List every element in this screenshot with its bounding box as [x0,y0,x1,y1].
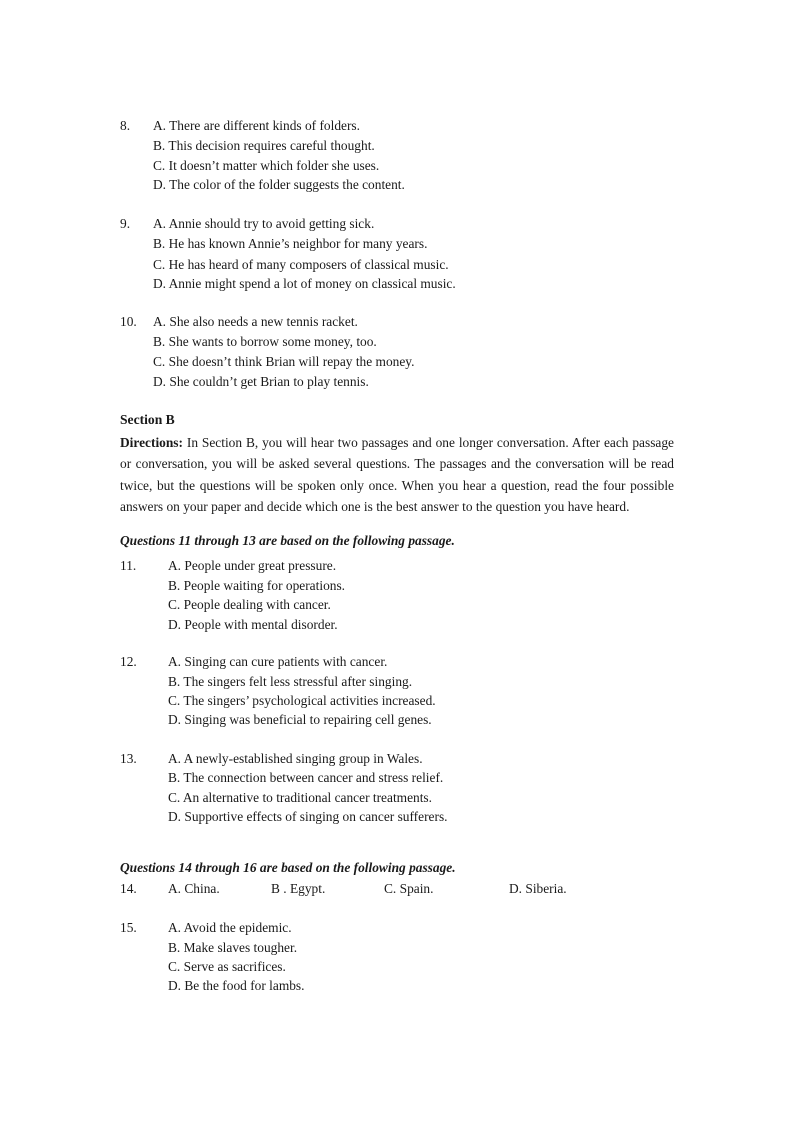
option-a: A. A newly-established singing group in Wales. [168,751,423,766]
option-c: C. An alternative to traditional cancer treatments. [168,790,432,805]
option-a: A. Annie should try to avoid getting sick. [153,216,375,231]
directions-paragraph [120,432,674,518]
option-a: A. Singing can cure patients with cancer. [168,654,388,669]
question-number: 14. [120,881,137,896]
option-b: B. The connection between cancer and stress relief. [168,770,444,785]
option-b: B . Egypt. [271,881,326,896]
question-number: 15. [120,920,137,935]
directions-label: Directions: [120,435,183,450]
question-number: 12. [120,654,137,669]
option-d: D. Supportive effects of singing on cancer sufferers. [168,809,448,824]
option-c: C. The singers’ psychological activities increased. [168,693,436,708]
option-a: A. Avoid the epidemic. [168,920,292,935]
question-number: 8. [120,118,131,133]
option-c: C. It doesn’t matter which folder she uses. [153,158,380,173]
option-d: D. She couldn’t get Brian to play tennis. [153,374,369,389]
directions-text: In Section B, you will hear two passages and one longer conversation. After each passage or conversation, you will be asked several questions. The passages and the conversation will be read twice, but the questions will be spoken only once. When you hear a question, read the four possible answers on your paper and decide which one is the best answer to the question you have heard. [120,435,674,515]
question-number: 13. [120,751,137,766]
option-a: A. There are different kinds of folders. [153,118,360,133]
option-a: A. China. [168,881,220,896]
option-a: A. She also needs a new tennis racket. [153,314,358,329]
option-c: C. She doesn’t think Brian will repay the money. [153,354,415,369]
option-b: B. He has known Annie’s neighbor for many years. [153,236,428,251]
option-c: C. He has heard of many composers of classical music. [153,257,449,272]
question-number: 9. [120,216,131,231]
passage-heading-2: Questions 14 through 16 are based on the following passage. [120,860,456,875]
option-c: C. Serve as sacrifices. [168,959,286,974]
option-d: D. The color of the folder suggests the content. [153,177,405,192]
question-number: 10. [120,314,137,329]
passage-heading-1: Questions 11 through 13 are based on the following passage. [120,533,455,548]
question-number: 11. [120,558,137,573]
option-b: B. The singers felt less stressful after singing. [168,674,413,689]
option-b: B. She wants to borrow some money, too. [153,334,377,349]
option-c: C. People dealing with cancer. [168,597,331,612]
option-b: B. Make slaves tougher. [168,940,298,955]
option-b: B. This decision requires careful thought. [153,138,375,153]
option-d: D. People with mental disorder. [168,617,338,632]
section-title: Section B [120,412,175,427]
option-d: D. Be the food for lambs. [168,978,305,993]
option-a: A. People under great pressure. [168,558,337,573]
option-d: D. Singing was beneficial to repairing cell genes. [168,712,432,727]
option-d: D. Siberia. [509,881,567,896]
option-b: B. People waiting for operations. [168,578,346,593]
option-d: D. Annie might spend a lot of money on classical music. [153,276,456,291]
option-c: C. Spain. [384,881,434,896]
